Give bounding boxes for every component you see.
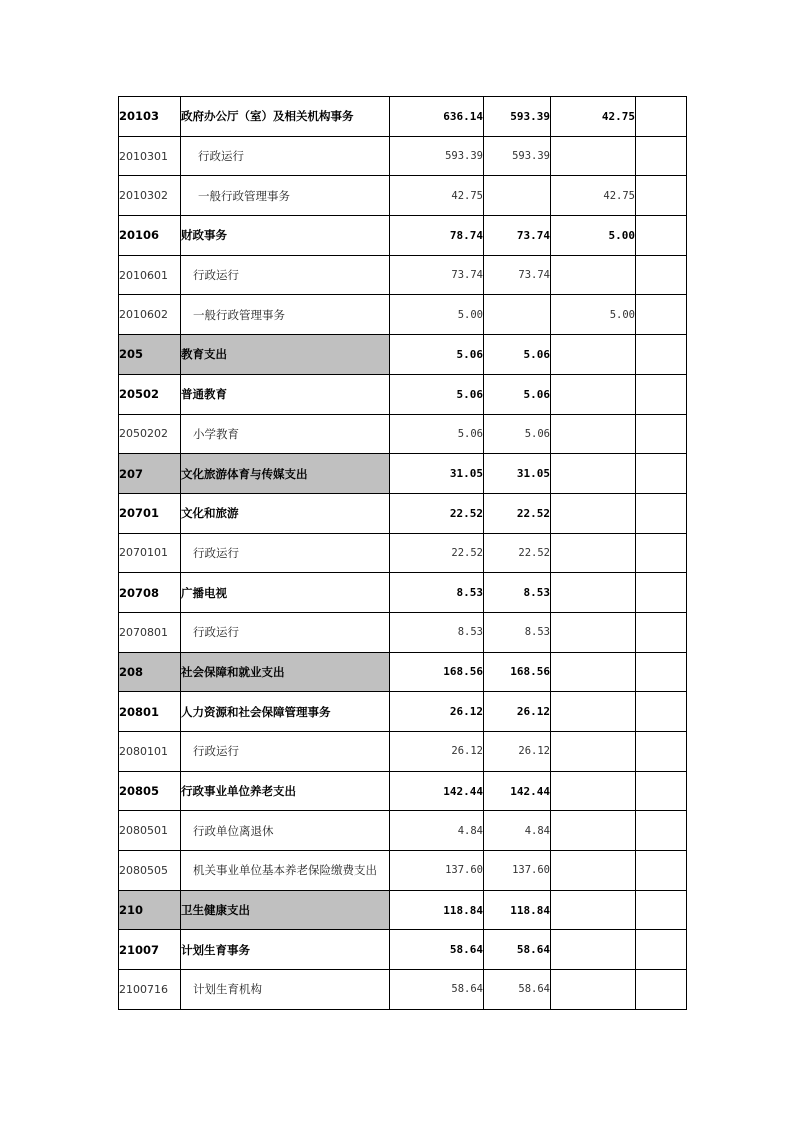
project-expenditure-cell bbox=[551, 732, 636, 772]
extra-column-cell bbox=[636, 136, 687, 176]
total-amount-cell: 5.06 bbox=[390, 414, 484, 454]
table-row bbox=[119, 890, 687, 930]
extra-column-cell bbox=[636, 335, 687, 375]
subject-code-cell: 2010301 bbox=[119, 136, 181, 176]
basic-expenditure-cell: 5.06 bbox=[484, 414, 551, 454]
subject-name-cell: 教育支出 bbox=[181, 335, 390, 375]
project-expenditure-cell bbox=[551, 652, 636, 692]
total-amount-cell: 118.84 bbox=[390, 890, 484, 930]
subject-name-cell: 行政运行 bbox=[181, 732, 390, 772]
subject-name-cell: 一般行政管理事务 bbox=[181, 176, 390, 216]
project-expenditure-cell: 5.00 bbox=[551, 216, 636, 256]
table-row bbox=[119, 652, 687, 692]
basic-expenditure-cell: 22.52 bbox=[484, 533, 551, 573]
project-expenditure-cell bbox=[551, 335, 636, 375]
table-row bbox=[119, 573, 687, 613]
subject-name-cell: 行政运行 bbox=[181, 533, 390, 573]
basic-expenditure-cell: 26.12 bbox=[484, 732, 551, 772]
subject-code-cell: 2010602 bbox=[119, 295, 181, 335]
basic-expenditure-cell: 31.05 bbox=[484, 454, 551, 494]
basic-expenditure-cell: 58.64 bbox=[484, 930, 551, 970]
basic-expenditure-cell: 593.39 bbox=[484, 136, 551, 176]
table-row bbox=[119, 771, 687, 811]
extra-column-cell bbox=[636, 255, 687, 295]
extra-column-cell bbox=[636, 97, 687, 137]
subject-code-cell: 2080505 bbox=[119, 851, 181, 891]
project-expenditure-cell bbox=[551, 890, 636, 930]
project-expenditure-cell bbox=[551, 930, 636, 970]
budget-expenditure-table bbox=[118, 96, 687, 1010]
project-expenditure-cell bbox=[551, 692, 636, 732]
basic-expenditure-cell: 73.74 bbox=[484, 216, 551, 256]
extra-column-cell bbox=[636, 612, 687, 652]
extra-column-cell bbox=[636, 216, 687, 256]
subject-code-cell: 210 bbox=[119, 890, 181, 930]
extra-column-cell bbox=[636, 295, 687, 335]
subject-code-cell: 20708 bbox=[119, 573, 181, 613]
subject-name-cell: 社会保障和就业支出 bbox=[181, 652, 390, 692]
subject-name-cell: 行政单位离退休 bbox=[181, 811, 390, 851]
subject-name-cell: 行政运行 bbox=[181, 612, 390, 652]
extra-column-cell bbox=[636, 573, 687, 613]
basic-expenditure-cell: 118.84 bbox=[484, 890, 551, 930]
table-row bbox=[119, 533, 687, 573]
subject-code-cell: 2070101 bbox=[119, 533, 181, 573]
table-row bbox=[119, 414, 687, 454]
table-row bbox=[119, 374, 687, 414]
subject-code-cell: 2050202 bbox=[119, 414, 181, 454]
basic-expenditure-cell: 137.60 bbox=[484, 851, 551, 891]
table-row bbox=[119, 454, 687, 494]
table-body bbox=[119, 97, 687, 1010]
extra-column-cell bbox=[636, 811, 687, 851]
extra-column-cell bbox=[636, 414, 687, 454]
subject-name-cell: 文化和旅游 bbox=[181, 493, 390, 533]
project-expenditure-cell bbox=[551, 255, 636, 295]
table-row bbox=[119, 851, 687, 891]
extra-column-cell bbox=[636, 851, 687, 891]
basic-expenditure-cell: 22.52 bbox=[484, 493, 551, 533]
table-row bbox=[119, 335, 687, 375]
subject-code-cell: 20801 bbox=[119, 692, 181, 732]
total-amount-cell: 4.84 bbox=[390, 811, 484, 851]
extra-column-cell bbox=[636, 454, 687, 494]
table-row bbox=[119, 216, 687, 256]
total-amount-cell: 5.06 bbox=[390, 374, 484, 414]
subject-code-cell: 20106 bbox=[119, 216, 181, 256]
table-row bbox=[119, 930, 687, 970]
total-amount-cell: 42.75 bbox=[390, 176, 484, 216]
table-row bbox=[119, 692, 687, 732]
basic-expenditure-cell bbox=[484, 176, 551, 216]
extra-column-cell bbox=[636, 652, 687, 692]
subject-name-cell: 人力资源和社会保障管理事务 bbox=[181, 692, 390, 732]
table-row bbox=[119, 97, 687, 137]
subject-code-cell: 20502 bbox=[119, 374, 181, 414]
total-amount-cell: 58.64 bbox=[390, 970, 484, 1010]
extra-column-cell bbox=[636, 176, 687, 216]
project-expenditure-cell bbox=[551, 533, 636, 573]
extra-column-cell bbox=[636, 533, 687, 573]
basic-expenditure-cell: 73.74 bbox=[484, 255, 551, 295]
total-amount-cell: 26.12 bbox=[390, 732, 484, 772]
project-expenditure-cell bbox=[551, 454, 636, 494]
project-expenditure-cell bbox=[551, 771, 636, 811]
subject-code-cell: 2070801 bbox=[119, 612, 181, 652]
total-amount-cell: 58.64 bbox=[390, 930, 484, 970]
total-amount-cell: 168.56 bbox=[390, 652, 484, 692]
extra-column-cell bbox=[636, 692, 687, 732]
project-expenditure-cell bbox=[551, 493, 636, 533]
subject-code-cell: 20805 bbox=[119, 771, 181, 811]
total-amount-cell: 5.00 bbox=[390, 295, 484, 335]
table-row bbox=[119, 811, 687, 851]
total-amount-cell: 142.44 bbox=[390, 771, 484, 811]
subject-name-cell: 政府办公厅（室）及相关机构事务 bbox=[181, 97, 390, 137]
project-expenditure-cell bbox=[551, 414, 636, 454]
total-amount-cell: 22.52 bbox=[390, 493, 484, 533]
total-amount-cell: 593.39 bbox=[390, 136, 484, 176]
subject-code-cell: 2100716 bbox=[119, 970, 181, 1010]
total-amount-cell: 26.12 bbox=[390, 692, 484, 732]
extra-column-cell bbox=[636, 970, 687, 1010]
project-expenditure-cell: 42.75 bbox=[551, 176, 636, 216]
basic-expenditure-cell: 58.64 bbox=[484, 970, 551, 1010]
table-row bbox=[119, 136, 687, 176]
total-amount-cell: 8.53 bbox=[390, 612, 484, 652]
extra-column-cell bbox=[636, 732, 687, 772]
subject-name-cell: 文化旅游体育与传媒支出 bbox=[181, 454, 390, 494]
table-row bbox=[119, 970, 687, 1010]
subject-code-cell: 2010302 bbox=[119, 176, 181, 216]
project-expenditure-cell: 42.75 bbox=[551, 97, 636, 137]
basic-expenditure-cell: 168.56 bbox=[484, 652, 551, 692]
subject-code-cell: 208 bbox=[119, 652, 181, 692]
subject-name-cell: 行政事业单位养老支出 bbox=[181, 771, 390, 811]
subject-name-cell: 普通教育 bbox=[181, 374, 390, 414]
basic-expenditure-cell: 4.84 bbox=[484, 811, 551, 851]
project-expenditure-cell bbox=[551, 374, 636, 414]
total-amount-cell: 5.06 bbox=[390, 335, 484, 375]
subject-code-cell: 20103 bbox=[119, 97, 181, 137]
extra-column-cell bbox=[636, 890, 687, 930]
project-expenditure-cell bbox=[551, 136, 636, 176]
total-amount-cell: 8.53 bbox=[390, 573, 484, 613]
table-row bbox=[119, 176, 687, 216]
table-row bbox=[119, 295, 687, 335]
subject-code-cell: 205 bbox=[119, 335, 181, 375]
basic-expenditure-cell: 142.44 bbox=[484, 771, 551, 811]
project-expenditure-cell bbox=[551, 851, 636, 891]
subject-code-cell: 2080501 bbox=[119, 811, 181, 851]
project-expenditure-cell bbox=[551, 811, 636, 851]
subject-name-cell: 计划生育事务 bbox=[181, 930, 390, 970]
subject-code-cell: 21007 bbox=[119, 930, 181, 970]
basic-expenditure-cell: 5.06 bbox=[484, 335, 551, 375]
project-expenditure-cell: 5.00 bbox=[551, 295, 636, 335]
extra-column-cell bbox=[636, 930, 687, 970]
table-row bbox=[119, 732, 687, 772]
subject-name-cell: 广播电视 bbox=[181, 573, 390, 613]
subject-code-cell: 2080101 bbox=[119, 732, 181, 772]
table-row bbox=[119, 255, 687, 295]
subject-name-cell: 计划生育机构 bbox=[181, 970, 390, 1010]
project-expenditure-cell bbox=[551, 970, 636, 1010]
project-expenditure-cell bbox=[551, 612, 636, 652]
subject-code-cell: 20701 bbox=[119, 493, 181, 533]
subject-name-cell: 卫生健康支出 bbox=[181, 890, 390, 930]
subject-name-cell: 小学教育 bbox=[181, 414, 390, 454]
total-amount-cell: 137.60 bbox=[390, 851, 484, 891]
basic-expenditure-cell: 26.12 bbox=[484, 692, 551, 732]
basic-expenditure-cell: 593.39 bbox=[484, 97, 551, 137]
subject-name-cell: 一般行政管理事务 bbox=[181, 295, 390, 335]
basic-expenditure-cell: 8.53 bbox=[484, 612, 551, 652]
total-amount-cell: 636.14 bbox=[390, 97, 484, 137]
extra-column-cell bbox=[636, 771, 687, 811]
table-row bbox=[119, 493, 687, 533]
total-amount-cell: 73.74 bbox=[390, 255, 484, 295]
basic-expenditure-cell: 5.06 bbox=[484, 374, 551, 414]
extra-column-cell bbox=[636, 493, 687, 533]
subject-code-cell: 2010601 bbox=[119, 255, 181, 295]
subject-code-cell: 207 bbox=[119, 454, 181, 494]
subject-name-cell: 行政运行 bbox=[181, 136, 390, 176]
total-amount-cell: 78.74 bbox=[390, 216, 484, 256]
total-amount-cell: 22.52 bbox=[390, 533, 484, 573]
subject-name-cell: 行政运行 bbox=[181, 255, 390, 295]
basic-expenditure-cell bbox=[484, 295, 551, 335]
subject-name-cell: 机关事业单位基本养老保险缴费支出 bbox=[181, 851, 390, 891]
basic-expenditure-cell: 8.53 bbox=[484, 573, 551, 613]
subject-name-cell: 财政事务 bbox=[181, 216, 390, 256]
table-row bbox=[119, 612, 687, 652]
extra-column-cell bbox=[636, 374, 687, 414]
project-expenditure-cell bbox=[551, 573, 636, 613]
total-amount-cell: 31.05 bbox=[390, 454, 484, 494]
